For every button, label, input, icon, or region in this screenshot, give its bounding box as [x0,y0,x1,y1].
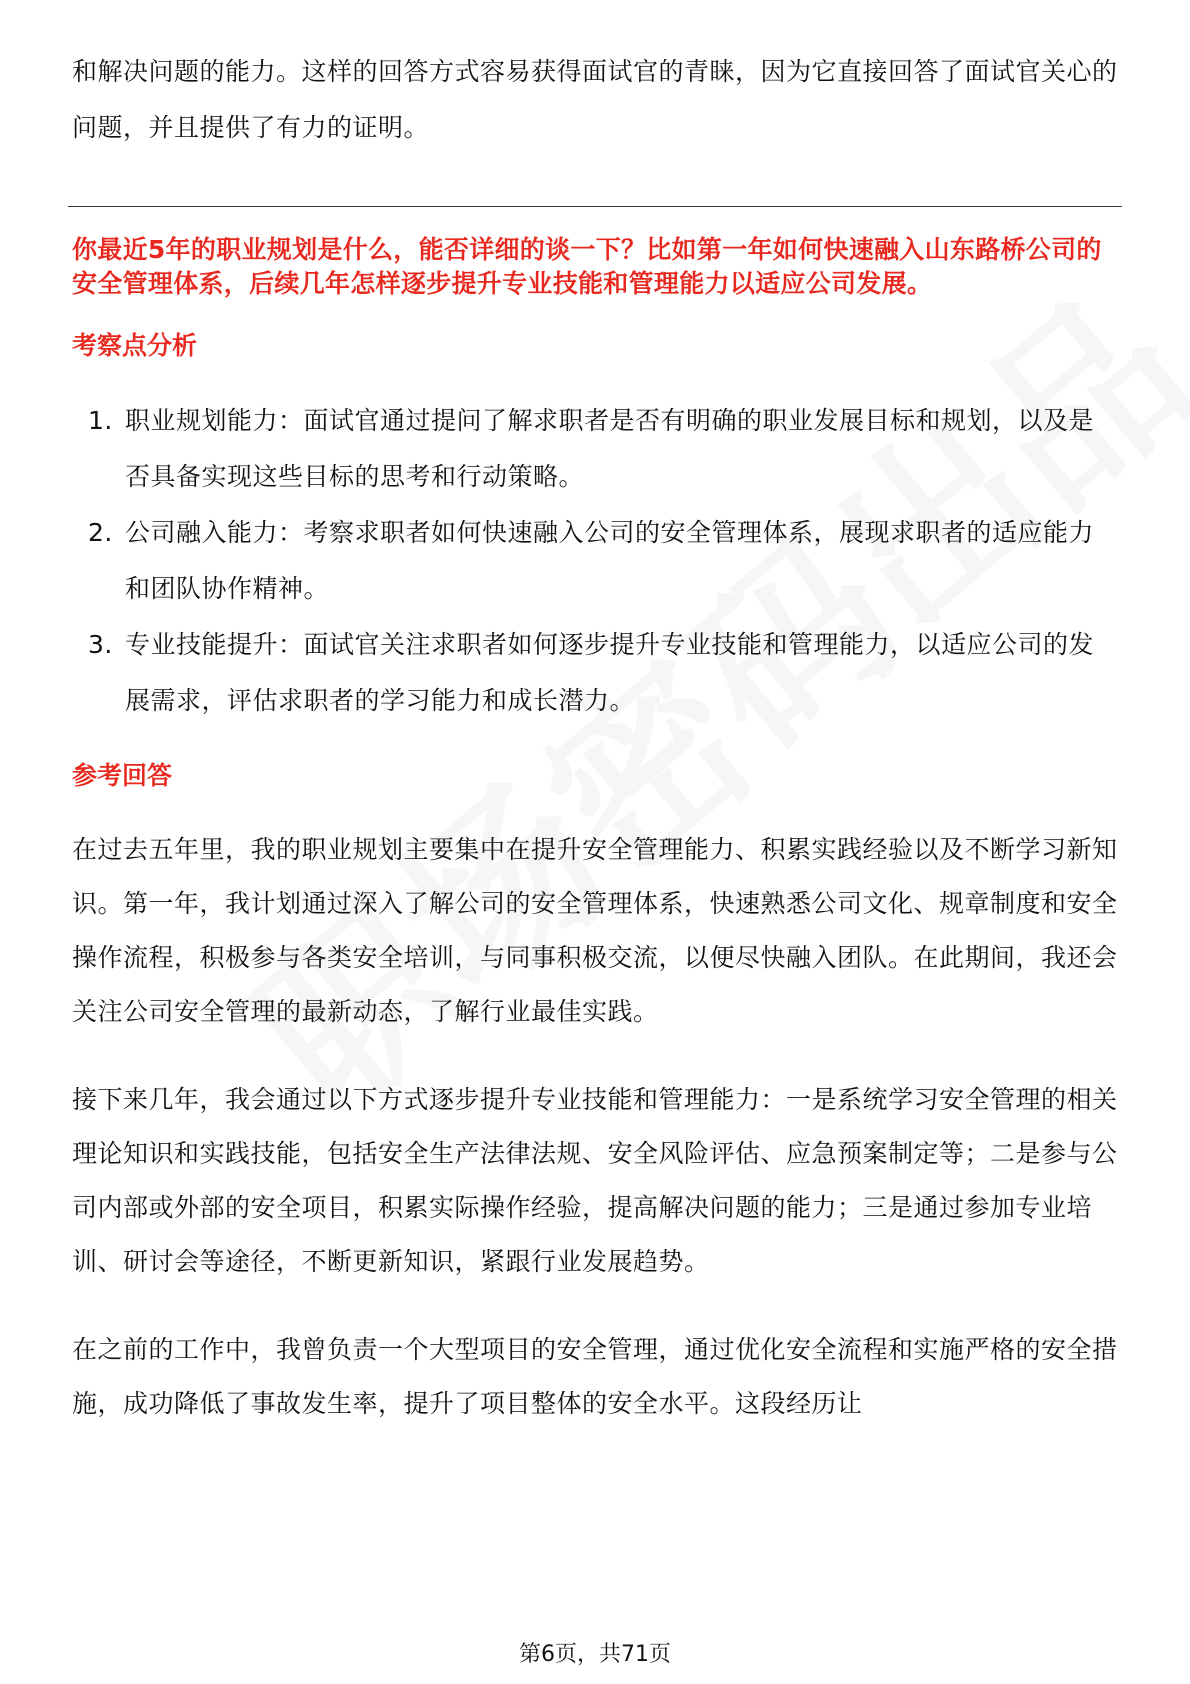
page-content [72,44,1118,1431]
list-item [72,505,1118,617]
intro-paragraph: 和解决问题的能力。这样的回答方式容易获得面试官的青睐，因为它直接回答了面试官关心的问题，并且提供了有力的证明。 [72,57,1118,142]
page-number-footer: 第6页，共71页 [519,1642,671,1667]
answer-heading: 参考回答 [72,761,173,790]
answer-paragraph: 接下来几年，我会通过以下方式逐步提升专业技能和管理能力：一是系统学习安全管理的相关理论知识和实践技能，包括安全生产法律法规、安全风险评估、应急预案制定等；二是参与公司内部或外部的安全项目，积累实际操作经验，提高解决问题的能力；三是通过参加专业培训、研讨会等途径，不断更新知识，紧跟行业发展趋势。 [72,1085,1118,1276]
list-item-number: 2. [88,518,113,547]
list-item [72,617,1118,729]
list-item-number: 3. [88,630,113,659]
analysis-heading: 考察点分析 [72,331,198,360]
analysis-list [72,393,1118,729]
list-item-text: 职业规划能力：面试官通过提问了解求职者是否有明确的职业发展目标和规划，以及是否具备实现这些目标的思考和行动策略。 [125,406,1095,491]
list-item [72,393,1118,505]
list-item-text: 专业技能提升：面试官关注求职者如何逐步提升专业技能和管理能力，以适应公司的发展需求，评估求职者的学习能力和成长潜力。 [125,630,1095,715]
interview-question: 你最近5年的职业规划是什么，能否详细的谈一下？比如第一年如何快速融入山东路桥公司的安全管理体系，后续几年怎样逐步提升专业技能和管理能力以适应公司发展。 [72,235,1102,298]
answer-paragraph: 在之前的工作中，我曾负责一个大型项目的安全管理，通过优化安全流程和实施严格的安全措施，成功降低了事故发生率，提升了项目整体的安全水平。这段经历让 [72,1335,1118,1418]
answer-paragraph: 在过去五年里，我的职业规划主要集中在提升安全管理能力、积累实践经验以及不断学习新知识。第一年，我计划通过深入了解公司的安全管理体系，快速熟悉公司文化、规章制度和安全操作流程，积极参与各类安全培训，与同事积极交流，以便尽快融入团队。在此期间，我还会关注公司安全管理的最新动态，了解行业最佳实践。 [72,835,1118,1026]
section-divider [68,206,1122,207]
list-item-text: 公司融入能力：考察求职者如何快速融入公司的安全管理体系，展现求职者的适应能力和团队协作精神。 [125,518,1095,603]
list-item-number: 1. [88,406,113,435]
